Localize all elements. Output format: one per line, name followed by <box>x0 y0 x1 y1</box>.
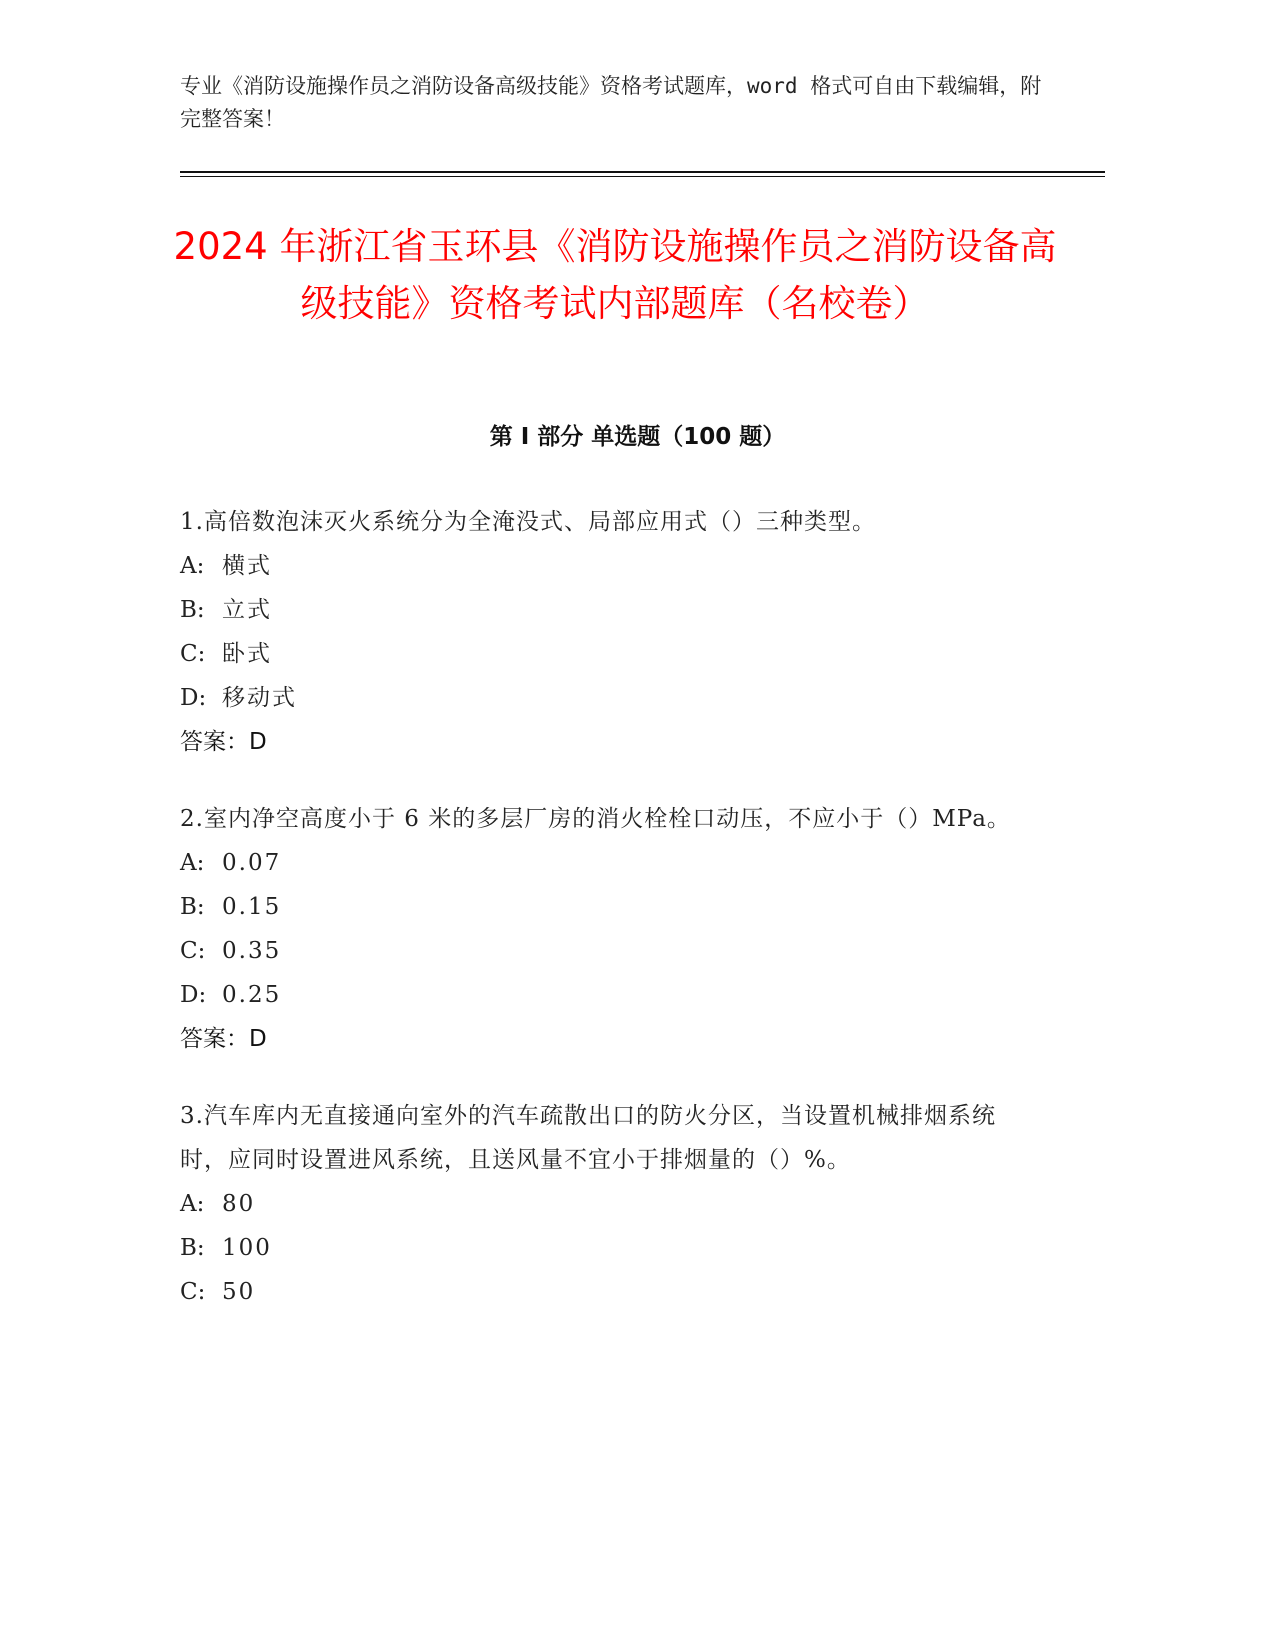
answer-option <box>180 1182 1040 1226</box>
option-letter: D: <box>180 685 207 711</box>
option-text: 80 <box>222 1191 256 1217</box>
option-text: 移动式 <box>222 685 297 711</box>
header-divider <box>180 171 1105 173</box>
option-letter: B: <box>180 894 205 920</box>
answer-option <box>180 1270 1040 1314</box>
answer-option <box>180 973 1040 1017</box>
section-heading: 第 I 部分 单选题（100 题） <box>489 424 786 450</box>
option-letter: B: <box>180 1235 205 1261</box>
answer-option <box>180 544 1040 588</box>
answer-option <box>180 885 1040 929</box>
answer-option <box>180 841 1040 885</box>
option-text: 0.07 <box>222 850 282 876</box>
answer-option <box>180 1226 1040 1270</box>
answer-option <box>180 588 1040 632</box>
option-letter: C: <box>180 641 206 667</box>
option-letter: A: <box>180 553 205 579</box>
option-letter: D: <box>180 982 207 1008</box>
question-stem: 2.室内净空高度小于 6 米的多层厂房的消火栓栓口动压，不应小于（）MPa。 <box>180 806 1011 832</box>
answer-key: 答案：D <box>180 729 267 755</box>
question-stem: 3.汽车库内无直接通向室外的汽车疏散出口的防火分区，当设置机械排烟系统时，应同时设置进风系统，且送风量不宜小于排烟量的（）%。 <box>180 1103 996 1173</box>
question-item <box>180 1094 1040 1314</box>
option-text: 50 <box>222 1279 256 1305</box>
question-stem: 1.高倍数泡沫灭火系统分为全淹没式、局部应用式（）三种类型。 <box>180 509 876 535</box>
option-text: 0.25 <box>222 982 282 1008</box>
option-text: 立式 <box>222 597 272 623</box>
answer-option <box>180 632 1040 676</box>
question-item <box>180 500 1040 764</box>
option-text: 100 <box>222 1235 272 1261</box>
option-letter: A: <box>180 1191 205 1217</box>
header-note: 专业《消防设施操作员之消防设备高级技能》资格考试题库，word 格式可自由下载编辑，附完整答案！ <box>180 74 1042 131</box>
option-letter: A: <box>180 850 205 876</box>
document-title: 2024 年浙江省玉环县《消防设施操作员之消防设备高级技能》资格考试内部题库（名校卷） <box>173 225 1057 325</box>
question-list <box>180 500 1040 1347</box>
option-text: 卧式 <box>222 641 272 667</box>
option-letter: B: <box>180 597 205 623</box>
header-divider-thin <box>180 176 1105 177</box>
option-text: 0.35 <box>222 938 282 964</box>
option-text: 0.15 <box>222 894 282 920</box>
answer-option <box>180 929 1040 973</box>
answer-key: 答案：D <box>180 1026 267 1052</box>
option-text: 横式 <box>222 553 272 579</box>
option-letter: C: <box>180 1279 206 1305</box>
answer-option <box>180 676 1040 720</box>
question-item <box>180 797 1040 1061</box>
option-letter: C: <box>180 938 206 964</box>
